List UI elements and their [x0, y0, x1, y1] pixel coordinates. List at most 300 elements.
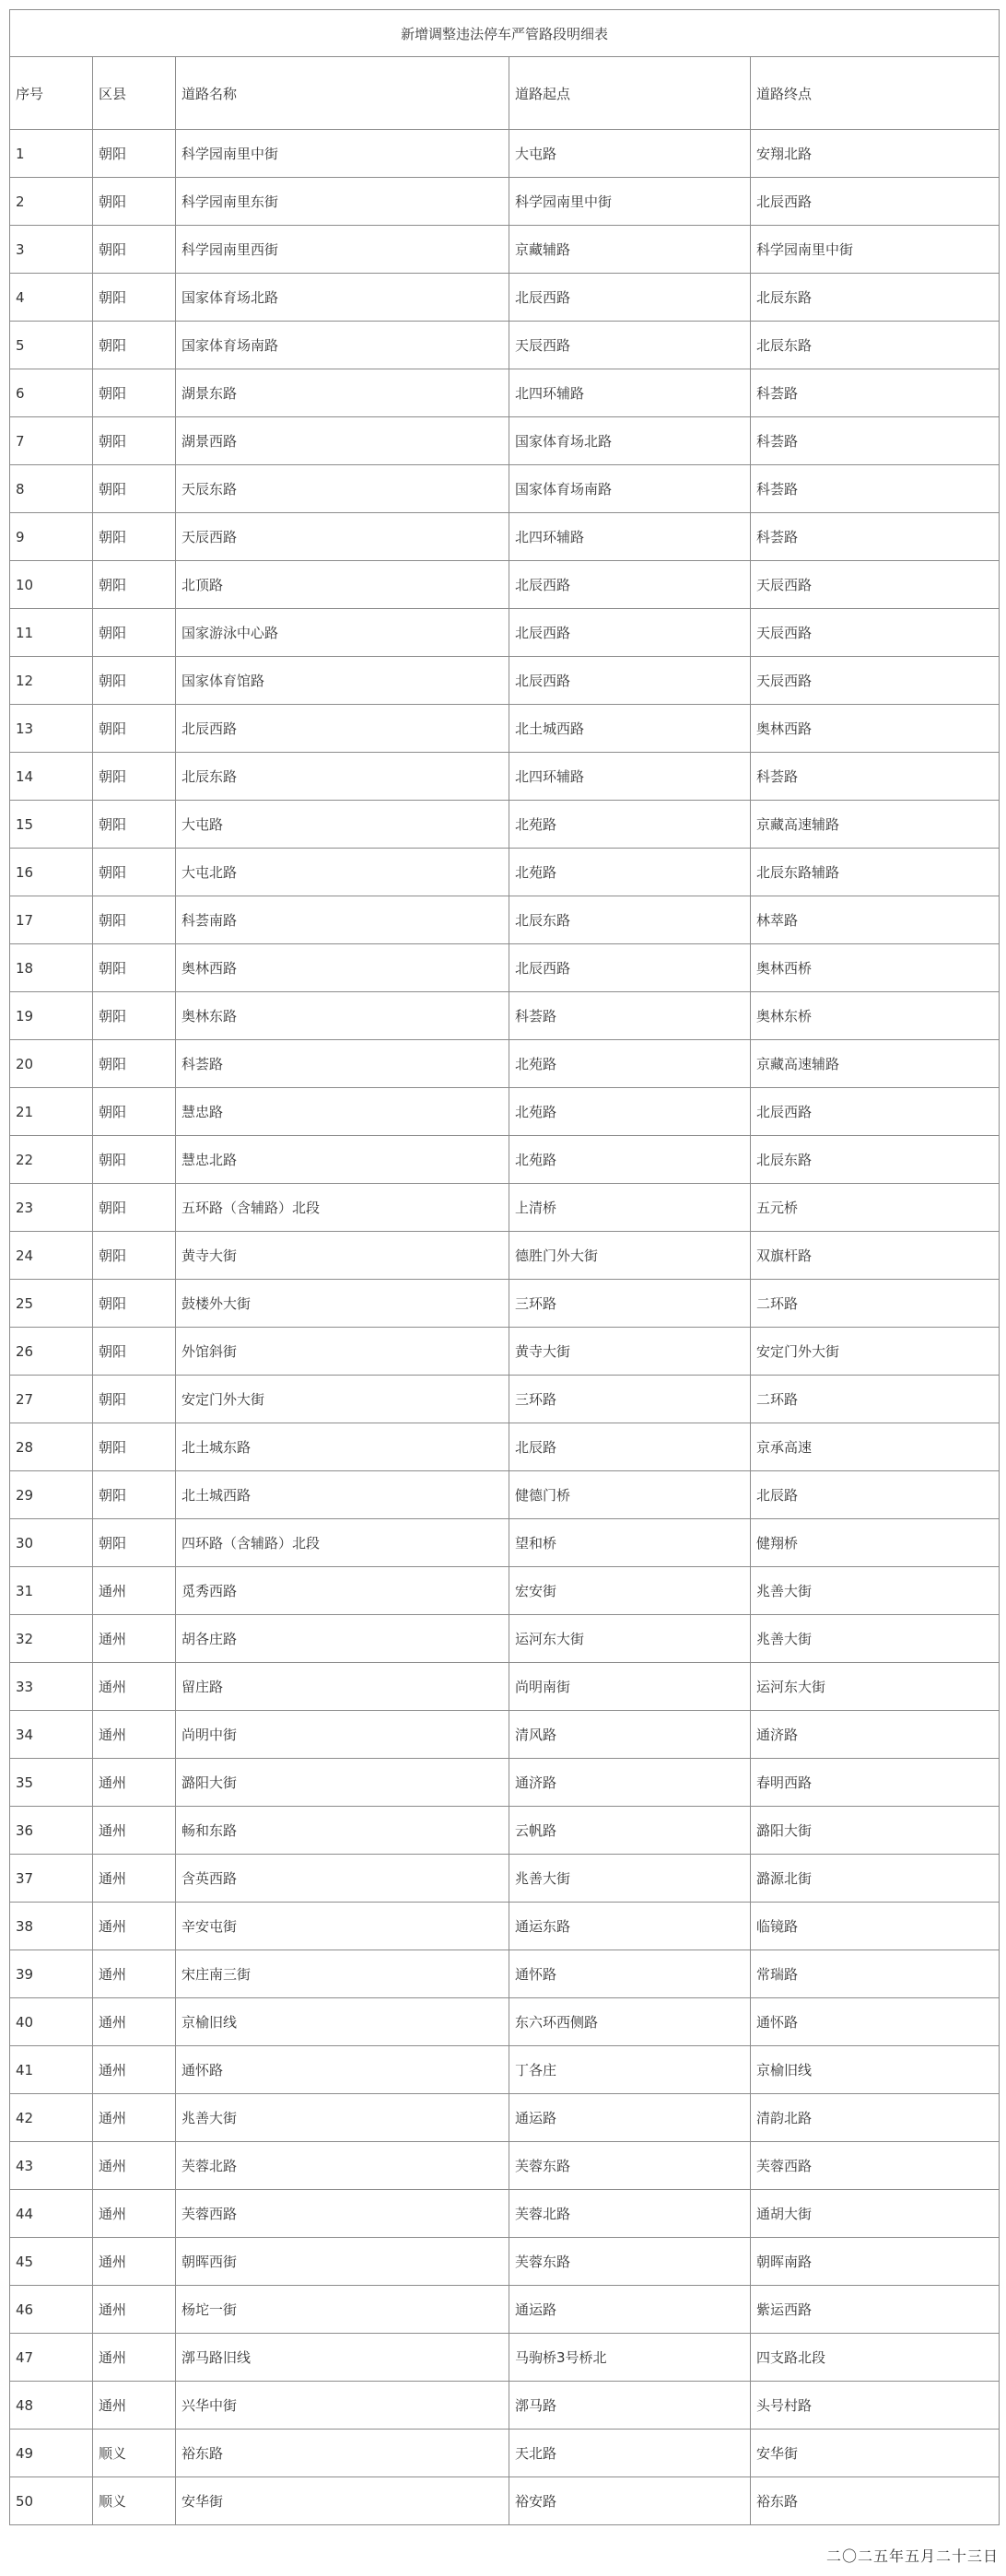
cell-district: 朝阳 — [93, 944, 176, 992]
cell-road-start: 芙蓉东路 — [509, 2142, 751, 2190]
table-row — [10, 1903, 1000, 1950]
cell-road-start: 通济路 — [509, 1759, 751, 1807]
cell-index: 5 — [10, 322, 93, 369]
cell-index: 50 — [10, 2477, 93, 2525]
table-row — [10, 561, 1000, 609]
cell-road-end: 北辰东路 — [751, 1136, 1000, 1184]
cell-road-end: 北辰西路 — [751, 178, 1000, 226]
cell-district: 朝阳 — [93, 1376, 176, 1423]
cell-index: 4 — [10, 274, 93, 322]
cell-road-name: 北土城西路 — [176, 1471, 509, 1519]
cell-district: 通州 — [93, 1567, 176, 1615]
cell-road-start: 北苑路 — [509, 1136, 751, 1184]
cell-district: 朝阳 — [93, 801, 176, 849]
cell-road-name: 科荟南路 — [176, 896, 509, 944]
cell-district: 朝阳 — [93, 178, 176, 226]
cell-district: 朝阳 — [93, 1519, 176, 1567]
cell-road-start: 裕安路 — [509, 2477, 751, 2525]
cell-road-end: 科荟路 — [751, 417, 1000, 465]
cell-road-name: 国家体育场北路 — [176, 274, 509, 322]
cell-road-name: 北土城东路 — [176, 1423, 509, 1471]
cell-road-end: 奥林东桥 — [751, 992, 1000, 1040]
table-row — [10, 1807, 1000, 1855]
cell-index: 39 — [10, 1950, 93, 1998]
cell-district: 通州 — [93, 2286, 176, 2334]
cell-district: 顺义 — [93, 2430, 176, 2477]
table-row — [10, 1950, 1000, 1998]
cell-road-start: 北苑路 — [509, 1040, 751, 1088]
table-row — [10, 1328, 1000, 1376]
cell-road-end: 北辰东路 — [751, 322, 1000, 369]
table-title-row — [10, 10, 1000, 57]
cell-district: 通州 — [93, 2382, 176, 2430]
table-row — [10, 753, 1000, 801]
cell-road-start: 上清桥 — [509, 1184, 751, 1232]
cell-district: 通州 — [93, 1663, 176, 1711]
cell-road-name: 天辰西路 — [176, 513, 509, 561]
cell-district: 通州 — [93, 1711, 176, 1759]
cell-district: 朝阳 — [93, 1280, 176, 1328]
cell-road-end: 北辰东路辅路 — [751, 849, 1000, 896]
cell-district: 朝阳 — [93, 849, 176, 896]
table-row — [10, 1998, 1000, 2046]
cell-road-name: 朝晖西街 — [176, 2238, 509, 2286]
table-row — [10, 1711, 1000, 1759]
cell-road-end: 天辰西路 — [751, 561, 1000, 609]
cell-index: 35 — [10, 1759, 93, 1807]
table-row — [10, 1615, 1000, 1663]
cell-road-end: 紫运西路 — [751, 2286, 1000, 2334]
table-row — [10, 1471, 1000, 1519]
cell-road-name: 国家体育场南路 — [176, 322, 509, 369]
table-row — [10, 2430, 1000, 2477]
cell-index: 49 — [10, 2430, 93, 2477]
cell-road-name: 留庄路 — [176, 1663, 509, 1711]
cell-road-name: 尚明中街 — [176, 1711, 509, 1759]
cell-road-name: 安定门外大街 — [176, 1376, 509, 1423]
cell-road-start: 北辰西路 — [509, 274, 751, 322]
table-row — [10, 2094, 1000, 2142]
cell-index: 21 — [10, 1088, 93, 1136]
cell-index: 33 — [10, 1663, 93, 1711]
cell-road-start: 三环路 — [509, 1376, 751, 1423]
cell-district: 通州 — [93, 2094, 176, 2142]
cell-road-start: 望和桥 — [509, 1519, 751, 1567]
table-row — [10, 1376, 1000, 1423]
cell-road-end: 兆善大街 — [751, 1615, 1000, 1663]
table-row — [10, 1088, 1000, 1136]
cell-road-start: 国家体育场北路 — [509, 417, 751, 465]
cell-index: 14 — [10, 753, 93, 801]
cell-road-end: 科学园南里中街 — [751, 226, 1000, 274]
cell-index: 34 — [10, 1711, 93, 1759]
cell-index: 32 — [10, 1615, 93, 1663]
restricted-parking-roads-table — [9, 9, 1000, 2525]
cell-road-name: 潞阳大街 — [176, 1759, 509, 1807]
cell-road-end: 安华街 — [751, 2430, 1000, 2477]
table-row — [10, 1663, 1000, 1711]
cell-index: 38 — [10, 1903, 93, 1950]
cell-road-start: 北土城西路 — [509, 705, 751, 753]
cell-road-end: 科荟路 — [751, 465, 1000, 513]
cell-index: 40 — [10, 1998, 93, 2046]
cell-road-end: 北辰西路 — [751, 1088, 1000, 1136]
cell-road-name: 科荟路 — [176, 1040, 509, 1088]
table-title: 新增调整违法停车严管路段明细表 — [10, 10, 1000, 57]
cell-road-start: 北辰东路 — [509, 896, 751, 944]
cell-road-start: 北辰西路 — [509, 561, 751, 609]
cell-road-name: 大屯北路 — [176, 849, 509, 896]
cell-district: 朝阳 — [93, 130, 176, 178]
cell-road-end: 二环路 — [751, 1280, 1000, 1328]
cell-index: 28 — [10, 1423, 93, 1471]
cell-road-start: 运河东大街 — [509, 1615, 751, 1663]
table-row — [10, 801, 1000, 849]
cell-road-name: 国家游泳中心路 — [176, 609, 509, 657]
cell-road-name: 兴华中街 — [176, 2382, 509, 2430]
cell-road-start: 云帆路 — [509, 1807, 751, 1855]
cell-index: 44 — [10, 2190, 93, 2238]
cell-index: 17 — [10, 896, 93, 944]
cell-road-name: 鼓楼外大街 — [176, 1280, 509, 1328]
cell-road-name: 慧忠路 — [176, 1088, 509, 1136]
table-row — [10, 178, 1000, 226]
cell-road-name: 裕东路 — [176, 2430, 509, 2477]
table-row — [10, 2190, 1000, 2238]
cell-road-start: 北苑路 — [509, 1088, 751, 1136]
cell-road-end: 科荟路 — [751, 369, 1000, 417]
cell-road-end: 兆善大街 — [751, 1567, 1000, 1615]
cell-road-end: 京藏高速辅路 — [751, 801, 1000, 849]
cell-road-start: 芙蓉北路 — [509, 2190, 751, 2238]
cell-road-start: 尚明南街 — [509, 1663, 751, 1711]
cell-road-end: 健翔桥 — [751, 1519, 1000, 1567]
table-row — [10, 944, 1000, 992]
cell-index: 42 — [10, 2094, 93, 2142]
cell-road-start: 通运东路 — [509, 1903, 751, 1950]
cell-index: 15 — [10, 801, 93, 849]
cell-road-name: 奥林东路 — [176, 992, 509, 1040]
table-header-row — [10, 57, 1000, 130]
cell-road-name: 觅秀西路 — [176, 1567, 509, 1615]
cell-district: 通州 — [93, 2190, 176, 2238]
cell-road-start: 黄寺大街 — [509, 1328, 751, 1376]
cell-index: 43 — [10, 2142, 93, 2190]
table-row — [10, 417, 1000, 465]
cell-index: 12 — [10, 657, 93, 705]
cell-road-end: 春明西路 — [751, 1759, 1000, 1807]
cell-road-end: 双旗杆路 — [751, 1232, 1000, 1280]
table-row — [10, 226, 1000, 274]
cell-road-name: 科学园南里东街 — [176, 178, 509, 226]
cell-road-name: 天辰东路 — [176, 465, 509, 513]
table-row — [10, 2477, 1000, 2525]
cell-district: 通州 — [93, 2238, 176, 2286]
cell-road-start: 通运路 — [509, 2094, 751, 2142]
cell-road-start: 德胜门外大街 — [509, 1232, 751, 1280]
table-row — [10, 465, 1000, 513]
table-row — [10, 1136, 1000, 1184]
cell-road-end: 运河东大街 — [751, 1663, 1000, 1711]
cell-road-end: 北辰路 — [751, 1471, 1000, 1519]
cell-district: 朝阳 — [93, 513, 176, 561]
cell-index: 8 — [10, 465, 93, 513]
cell-district: 朝阳 — [93, 992, 176, 1040]
cell-district: 朝阳 — [93, 1088, 176, 1136]
cell-road-start: 东六环西侧路 — [509, 1998, 751, 2046]
cell-road-name: 北顶路 — [176, 561, 509, 609]
cell-index: 47 — [10, 2334, 93, 2382]
cell-district: 朝阳 — [93, 274, 176, 322]
table-row — [10, 1759, 1000, 1807]
cell-road-start: 科学园南里中街 — [509, 178, 751, 226]
cell-road-start: 北四环辅路 — [509, 369, 751, 417]
cell-road-end: 芙蓉西路 — [751, 2142, 1000, 2190]
cell-index: 6 — [10, 369, 93, 417]
cell-road-start: 北辰西路 — [509, 944, 751, 992]
cell-road-end: 临镜路 — [751, 1903, 1000, 1950]
cell-district: 朝阳 — [93, 226, 176, 274]
cell-district: 朝阳 — [93, 609, 176, 657]
table-row — [10, 369, 1000, 417]
cell-road-name: 湖景西路 — [176, 417, 509, 465]
cell-district: 朝阳 — [93, 657, 176, 705]
cell-road-end: 安定门外大街 — [751, 1328, 1000, 1376]
cell-road-start: 科荟路 — [509, 992, 751, 1040]
cell-road-name: 黄寺大街 — [176, 1232, 509, 1280]
cell-district: 朝阳 — [93, 1136, 176, 1184]
cell-road-start: 天辰西路 — [509, 322, 751, 369]
cell-index: 16 — [10, 849, 93, 896]
cell-road-end: 常瑞路 — [751, 1950, 1000, 1998]
header-road-name: 道路名称 — [176, 57, 509, 130]
cell-road-start: 天北路 — [509, 2430, 751, 2477]
cell-road-name: 含英西路 — [176, 1855, 509, 1903]
cell-road-name: 杨坨一街 — [176, 2286, 509, 2334]
cell-road-start: 北苑路 — [509, 801, 751, 849]
cell-road-name: 北辰西路 — [176, 705, 509, 753]
header-road-start: 道路起点 — [509, 57, 751, 130]
cell-road-name: 五环路（含辅路）北段 — [176, 1184, 509, 1232]
cell-index: 46 — [10, 2286, 93, 2334]
cell-road-end: 林萃路 — [751, 896, 1000, 944]
cell-road-start: 通怀路 — [509, 1950, 751, 1998]
cell-road-end: 四支路北段 — [751, 2334, 1000, 2382]
cell-index: 3 — [10, 226, 93, 274]
cell-road-end: 清韵北路 — [751, 2094, 1000, 2142]
cell-road-end: 潞阳大街 — [751, 1807, 1000, 1855]
cell-road-start: 北辰西路 — [509, 609, 751, 657]
table-row — [10, 2142, 1000, 2190]
cell-road-start: 丁各庄 — [509, 2046, 751, 2094]
cell-district: 朝阳 — [93, 322, 176, 369]
cell-road-name: 芙蓉西路 — [176, 2190, 509, 2238]
table-row — [10, 513, 1000, 561]
cell-district: 朝阳 — [93, 465, 176, 513]
cell-road-name: 芙蓉北路 — [176, 2142, 509, 2190]
cell-road-name: 湖景东路 — [176, 369, 509, 417]
table-row — [10, 322, 1000, 369]
table-row — [10, 1423, 1000, 1471]
cell-index: 30 — [10, 1519, 93, 1567]
cell-road-name: 安华街 — [176, 2477, 509, 2525]
table-row — [10, 1040, 1000, 1088]
table-row — [10, 1519, 1000, 1567]
cell-road-end: 通怀路 — [751, 1998, 1000, 2046]
cell-road-start: 兆善大街 — [509, 1855, 751, 1903]
cell-district: 朝阳 — [93, 369, 176, 417]
cell-road-end: 天辰西路 — [751, 657, 1000, 705]
cell-road-name: 畅和东路 — [176, 1807, 509, 1855]
table-row — [10, 657, 1000, 705]
cell-road-start: 清风路 — [509, 1711, 751, 1759]
cell-district: 顺义 — [93, 2477, 176, 2525]
table-row — [10, 2334, 1000, 2382]
cell-index: 22 — [10, 1136, 93, 1184]
cell-road-end: 京藏高速辅路 — [751, 1040, 1000, 1088]
cell-road-start: 国家体育场南路 — [509, 465, 751, 513]
cell-road-name: 京榆旧线 — [176, 1998, 509, 2046]
cell-district: 通州 — [93, 1759, 176, 1807]
cell-road-start: 北苑路 — [509, 849, 751, 896]
cell-district: 朝阳 — [93, 417, 176, 465]
cell-road-start: 北四环辅路 — [509, 513, 751, 561]
detail-table-sheet — [9, 9, 999, 2525]
table-row — [10, 896, 1000, 944]
cell-road-start: 北四环辅路 — [509, 753, 751, 801]
cell-index: 31 — [10, 1567, 93, 1615]
cell-road-end: 京承高速 — [751, 1423, 1000, 1471]
cell-road-end: 五元桥 — [751, 1184, 1000, 1232]
table-row — [10, 992, 1000, 1040]
table-row — [10, 1232, 1000, 1280]
cell-district: 通州 — [93, 1615, 176, 1663]
table-row — [10, 849, 1000, 896]
cell-road-start: 北辰西路 — [509, 657, 751, 705]
issue-date: 二〇二五年五月二十三日 — [825, 2547, 999, 2565]
cell-district: 通州 — [93, 1855, 176, 1903]
table-row — [10, 1855, 1000, 1903]
header-district: 区县 — [93, 57, 176, 130]
cell-road-start: 漷马路 — [509, 2382, 751, 2430]
cell-district: 朝阳 — [93, 1328, 176, 1376]
cell-road-name: 国家体育馆路 — [176, 657, 509, 705]
table-row — [10, 1280, 1000, 1328]
cell-index: 36 — [10, 1807, 93, 1855]
table-row — [10, 1184, 1000, 1232]
cell-road-end: 裕东路 — [751, 2477, 1000, 2525]
table-row — [10, 2046, 1000, 2094]
cell-road-name: 四环路（含辅路）北段 — [176, 1519, 509, 1567]
cell-index: 1 — [10, 130, 93, 178]
cell-index: 9 — [10, 513, 93, 561]
cell-district: 朝阳 — [93, 705, 176, 753]
table-row — [10, 274, 1000, 322]
cell-index: 27 — [10, 1376, 93, 1423]
cell-index: 19 — [10, 992, 93, 1040]
cell-district: 朝阳 — [93, 1040, 176, 1088]
cell-road-end: 京榆旧线 — [751, 2046, 1000, 2094]
cell-index: 29 — [10, 1471, 93, 1519]
cell-road-name: 科学园南里西街 — [176, 226, 509, 274]
cell-road-end: 天辰西路 — [751, 609, 1000, 657]
cell-district: 通州 — [93, 2334, 176, 2382]
cell-road-start: 北辰路 — [509, 1423, 751, 1471]
cell-road-start: 健德门桥 — [509, 1471, 751, 1519]
cell-road-start: 三环路 — [509, 1280, 751, 1328]
cell-district: 通州 — [93, 1807, 176, 1855]
cell-district: 朝阳 — [93, 1471, 176, 1519]
cell-road-start: 芙蓉东路 — [509, 2238, 751, 2286]
cell-district: 朝阳 — [93, 1423, 176, 1471]
cell-index: 18 — [10, 944, 93, 992]
cell-district: 通州 — [93, 1998, 176, 2046]
cell-road-name: 宋庄南三街 — [176, 1950, 509, 1998]
cell-index: 25 — [10, 1280, 93, 1328]
cell-index: 23 — [10, 1184, 93, 1232]
cell-index: 37 — [10, 1855, 93, 1903]
cell-index: 45 — [10, 2238, 93, 2286]
table-row — [10, 609, 1000, 657]
cell-road-end: 朝晖南路 — [751, 2238, 1000, 2286]
cell-district: 通州 — [93, 1950, 176, 1998]
cell-road-end: 科荟路 — [751, 513, 1000, 561]
table-row — [10, 2238, 1000, 2286]
cell-index: 11 — [10, 609, 93, 657]
cell-district: 朝阳 — [93, 561, 176, 609]
cell-index: 20 — [10, 1040, 93, 1088]
cell-index: 2 — [10, 178, 93, 226]
cell-district: 通州 — [93, 2142, 176, 2190]
cell-index: 7 — [10, 417, 93, 465]
cell-road-end: 通胡大街 — [751, 2190, 1000, 2238]
cell-road-name: 慧忠北路 — [176, 1136, 509, 1184]
cell-index: 41 — [10, 2046, 93, 2094]
cell-road-start: 通运路 — [509, 2286, 751, 2334]
cell-road-end: 科荟路 — [751, 753, 1000, 801]
header-road-end: 道路终点 — [751, 57, 1000, 130]
table-row — [10, 705, 1000, 753]
cell-road-end: 北辰东路 — [751, 274, 1000, 322]
cell-road-name: 兆善大街 — [176, 2094, 509, 2142]
cell-district: 通州 — [93, 2046, 176, 2094]
cell-road-name: 大屯路 — [176, 801, 509, 849]
table-row — [10, 2286, 1000, 2334]
cell-road-name: 北辰东路 — [176, 753, 509, 801]
cell-road-end: 二环路 — [751, 1376, 1000, 1423]
cell-index: 13 — [10, 705, 93, 753]
cell-index: 24 — [10, 1232, 93, 1280]
cell-road-end: 潞源北街 — [751, 1855, 1000, 1903]
cell-road-name: 漷马路旧线 — [176, 2334, 509, 2382]
cell-road-end: 通济路 — [751, 1711, 1000, 1759]
cell-index: 48 — [10, 2382, 93, 2430]
cell-road-name: 辛安屯街 — [176, 1903, 509, 1950]
cell-road-end: 安翔北路 — [751, 130, 1000, 178]
table-row — [10, 2382, 1000, 2430]
cell-index: 10 — [10, 561, 93, 609]
cell-road-start: 宏安街 — [509, 1567, 751, 1615]
cell-district: 通州 — [93, 1903, 176, 1950]
cell-district: 朝阳 — [93, 753, 176, 801]
cell-road-name: 外馆斜街 — [176, 1328, 509, 1376]
cell-road-name: 奥林西路 — [176, 944, 509, 992]
cell-road-end: 头号村路 — [751, 2382, 1000, 2430]
header-index: 序号 — [10, 57, 93, 130]
cell-road-name: 科学园南里中街 — [176, 130, 509, 178]
cell-road-end: 奥林西桥 — [751, 944, 1000, 992]
table-row — [10, 1567, 1000, 1615]
